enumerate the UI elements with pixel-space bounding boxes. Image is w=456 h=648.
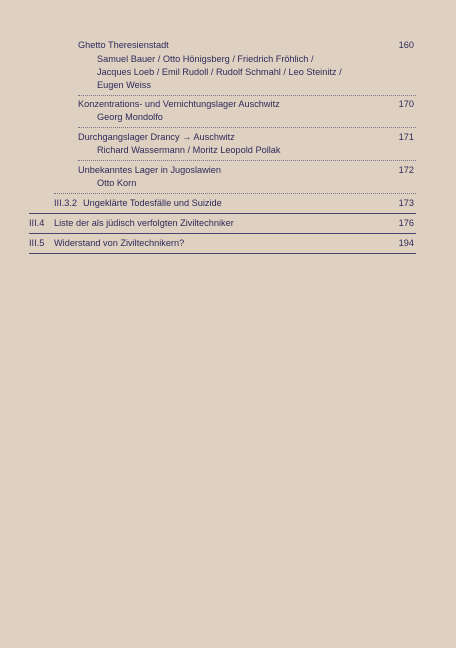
subsection-title[interactable]: Ungeklärte Todesfälle und Suizide [83, 198, 222, 208]
subsection-number: III.3.2 [54, 198, 77, 208]
toc-entry-names: Otto Korn [97, 178, 137, 188]
toc-page-number[interactable]: 173 [398, 198, 414, 208]
toc-page-number[interactable]: 170 [398, 99, 414, 109]
toc-page-number[interactable]: 160 [398, 40, 414, 50]
solid-divider [29, 213, 416, 214]
dotted-divider [78, 127, 416, 128]
toc-page-number[interactable]: 176 [398, 218, 414, 228]
toc-entry-names: Georg Mondolfo [97, 112, 163, 122]
dotted-divider [78, 95, 416, 96]
toc-entry-names: Samuel Bauer / Otto Hönigsberg / Friedrich Fröhlich / [97, 54, 314, 64]
section-number: III.4 [29, 218, 45, 228]
toc-entry-names: Richard Wassermann / Moritz Leopold Pollak [97, 145, 281, 155]
toc-entry-title[interactable]: Ghetto Theresienstadt [78, 40, 169, 50]
toc-entry-names: Eugen Weiss [97, 80, 151, 90]
section-number: III.5 [29, 238, 45, 248]
solid-divider [29, 253, 416, 254]
toc-page-number[interactable]: 172 [398, 165, 414, 175]
dotted-divider [78, 160, 416, 161]
toc-page-number[interactable]: 194 [398, 238, 414, 248]
section-title[interactable]: Liste der als jüdisch verfolgten Ziviltechniker [54, 218, 234, 228]
toc-entry-title[interactable]: Unbekanntes Lager in Jugoslawien [78, 165, 222, 175]
dotted-divider [54, 193, 416, 194]
solid-divider [29, 233, 416, 234]
toc-entry-names: Jacques Loeb / Emil Rudoll / Rudolf Schmahl / Leo Steinitz / [97, 67, 342, 77]
toc-entry-title[interactable]: Durchgangslager Drancy → Auschwitz [78, 132, 235, 142]
section-title[interactable]: Widerstand von Ziviltechnikern? [54, 238, 185, 248]
toc-entry-title[interactable]: Konzentrations- und Vernichtungslager Auschwitz [78, 99, 280, 109]
toc-page-number[interactable]: 171 [398, 132, 414, 142]
